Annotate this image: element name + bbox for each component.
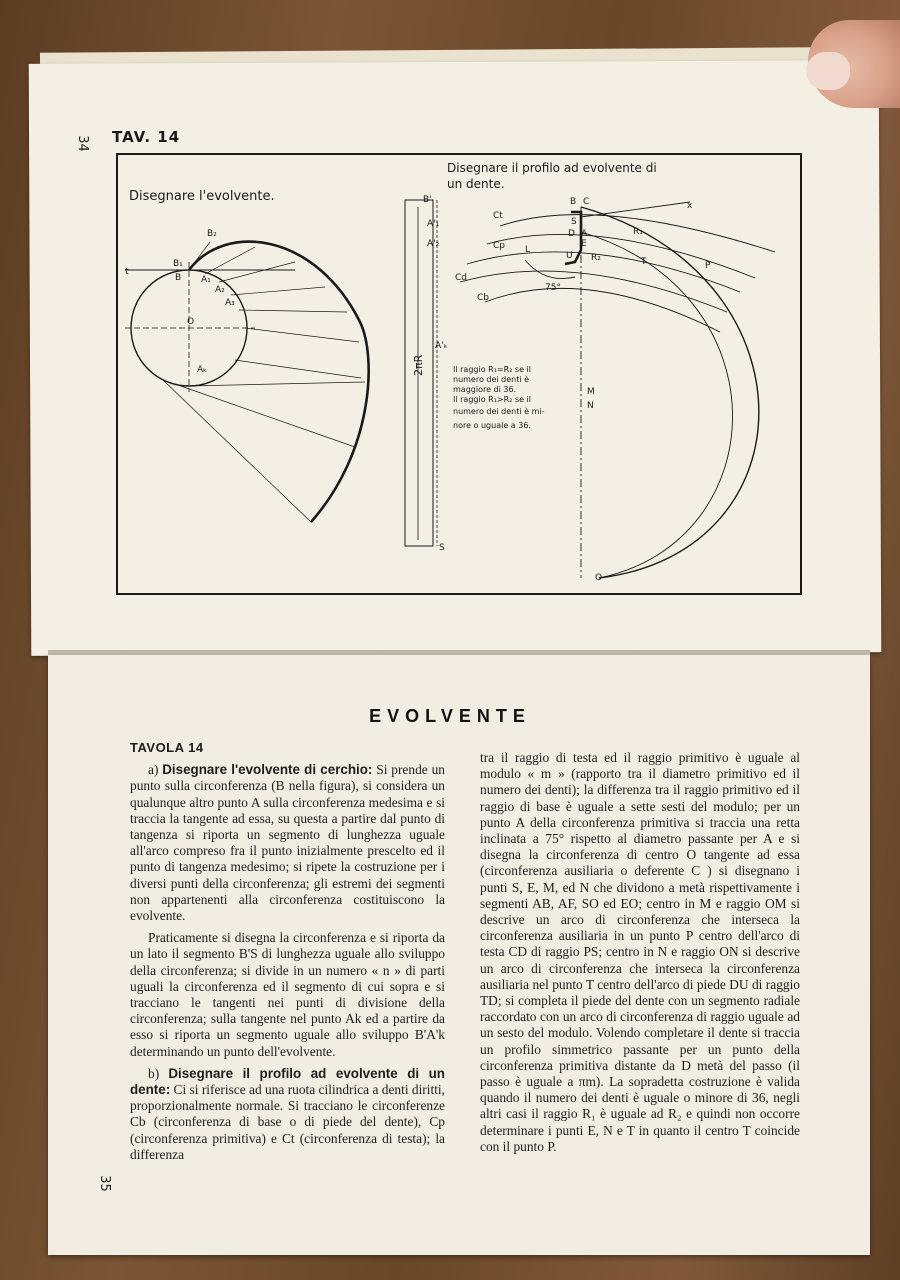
label-L: L	[525, 245, 531, 255]
label-t: t	[125, 267, 129, 277]
label-A1p: A'₁	[427, 219, 440, 229]
paragraph-continuation: tra il raggio di testa ed il raggio primitivo è uguale al modulo « m » (rapporto tra il diametro primitivo ed il numero dei denti); la differenza tra il raggio primitivo ed il raggio di base è uguale a sette sesti del modulo; per un punto A della circonferenza primitiva si traccia una retta inclinata a 75° rispetto al diametro passante per A e si disegna la circonferenza di centro O tangente ad essa (circonferenza ausiliaria o deferente C ) si disegnano i punti S, E, M, ed N che dividono a metà rispettivamente i segmenti AB, AF, SO ed EO; centro in M e raggio OM si descrive un arco di circonferenza che interseca la circonferenza ausiliaria in un punto P centro dell'arco di testa CD di raggio PS; centro in N e raggio ON si descrive un arco di circonferenza che interseca la circonferenza ausiliaria nel punto T centro dell'arco di piede DU di raggio TD; si completa il piede del dente con un segmento radiale raccordato con un arco di circonferenza di raggio uguale ad un sesto del modulo. Volendo completare il dente si traccia un profilo simmetrico passante per un punto della circonferenza primitiva distante da D metà del passo (il passo è uguale a πm). La sopradetta costruzione è valida quando il numero dei denti è uguale o minore di 36, negli altri casi il raggio R₁ è uguale ad R₂ e quindi non occorre determinare i punti E, N e T in quanto il centro T coincide con il punto P.	[480, 750, 800, 1154]
fig-left-title: Disegnare l'evolvente.	[129, 189, 275, 204]
label-R2: R₂	[591, 253, 601, 263]
label-Bp: B'	[423, 195, 432, 205]
drawing-frame	[117, 154, 801, 594]
note-line-1: Il raggio R₁=R₂ se il	[453, 365, 531, 374]
tooth-profile-figure	[447, 161, 775, 583]
radius-note	[453, 365, 545, 430]
label-right-A: A	[581, 229, 588, 239]
involute-curve	[189, 242, 369, 522]
note-line-5: numero dei denti è mi-	[453, 407, 545, 416]
label-angle: 75°	[545, 283, 561, 293]
paragraph-a: a) Disegnare l'evolvente di cerchio: Si prende un punto sulla circonferenza (B nella figura), si considera un qualunque altro punto A sulla circonferenza medesima e si traccia la tangente ad essa, su questa a partire dal punto di tangenza si riporta un segmento di lunghezza uguale all'arco compreso fra il punto inizialmente prescelto ed il punto di tangenza medesimo; si ripete la costruzione per i diversi punti della circonferenza; gli estremi dei segmenti non appartenenti alla circonferenza costituiscono la evolvente.	[130, 762, 445, 924]
label-N: N	[587, 401, 594, 411]
label-right-O: O	[595, 573, 603, 583]
label-P: P	[705, 261, 711, 271]
label-O: O	[187, 317, 195, 327]
technical-drawing	[115, 152, 805, 598]
label-Ak: Aₖ	[197, 365, 207, 375]
note-line-3: maggiore di 36.	[453, 385, 517, 394]
label-right-B: B	[570, 197, 577, 207]
label-T: T	[641, 257, 647, 267]
label-A2: A₂	[215, 285, 225, 295]
page-number-bottom: 35	[96, 1175, 112, 1192]
text-column-right	[480, 750, 800, 1161]
label-x: x	[687, 201, 693, 211]
label-Ct: Ct	[493, 211, 503, 221]
text-column-left	[130, 740, 445, 1169]
note-line-6: nore o uguale a 36.	[453, 421, 531, 430]
paragraph-b: b) Disegnare il profilo ad evolvente di un dente: Ci si riferisce ad una ruota cilindrica a denti diritti, proporzionalmente normale. Si tracciano le circonferenze Cb (circonferenza di base o di piede del dente), Cp (circonferenza primitiva) e Ct (circonferenza di testa); la differenza	[130, 1065, 445, 1162]
label-Akp: A'ₖ	[435, 341, 448, 351]
section-heading: TAVOLA 14	[130, 740, 204, 755]
fig-right-title-1: Disegnare il profilo ad evolvente di	[447, 161, 657, 175]
note-line-4: Il raggio R₁>R₂ se il	[453, 395, 531, 404]
label-B: B	[175, 273, 182, 283]
label-right-C: C	[583, 197, 590, 207]
page-number-top: 34	[74, 135, 90, 152]
label-right-U: U	[566, 251, 573, 261]
label-right-D: D	[568, 229, 575, 239]
page-title: EVOLVENTE	[369, 706, 531, 726]
label-right-E: E	[581, 239, 587, 249]
label-Cp: Cp	[493, 241, 505, 251]
label-B2: B₂	[207, 229, 217, 239]
involute-figure	[125, 189, 369, 522]
label-Cb: Cb	[477, 293, 489, 303]
development-scale	[405, 195, 448, 553]
label-A1: A₁	[201, 275, 211, 285]
thumbnail-nail	[806, 52, 850, 90]
plate-label: TAV. 14	[112, 128, 181, 146]
label-right-S: S	[571, 217, 577, 227]
label-A2p: A'₂	[427, 239, 440, 249]
label-Cd: Cd	[455, 273, 467, 283]
label-R1: R₁	[633, 227, 643, 237]
note-line-2: numero dei denti è	[453, 375, 530, 384]
label-M: M	[587, 387, 595, 397]
label-S: S	[439, 543, 445, 553]
fig-right-title-2: un dente.	[447, 177, 505, 191]
label-A3: A₃	[225, 298, 235, 308]
label-2piR: 2πR	[412, 354, 425, 376]
label-B1: B₁	[173, 259, 183, 269]
paragraph-practice: Praticamente si disegna la circonferenza e si riporta da un lato il segmento B'S di lunghezza uguale allo sviluppo della circonferenza; si divide in un numero « n » di parti uguali la circonferenza ed il segmento di cui sopra e si tracciano le tangenti nei punti di divisione della circonferenza; sulla tangente nel punto Ak ed a partire da esso si riporta un segmento uguale allo sviluppo B'A'k determinando un punto dell'evolvente.	[130, 930, 445, 1059]
